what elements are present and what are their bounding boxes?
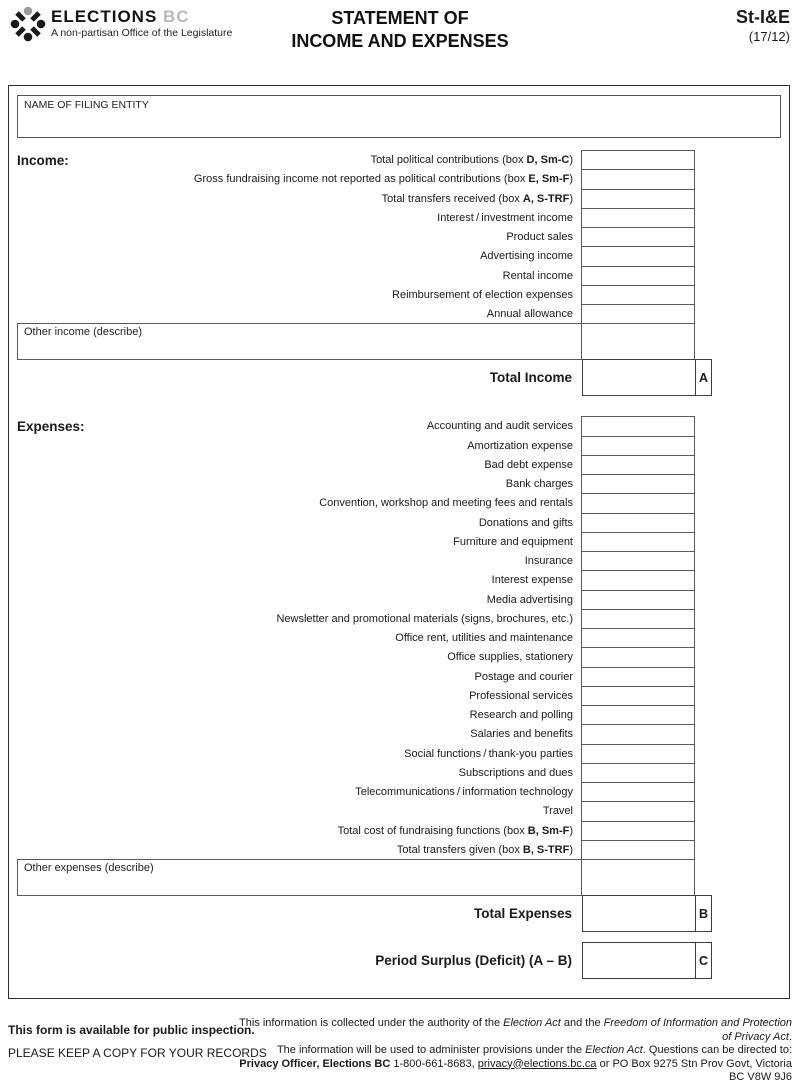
expense-row-label: Bank charges: [505, 478, 573, 491]
other-expenses-row: [17, 859, 695, 896]
expense-amount-box[interactable]: [581, 647, 695, 667]
title-line-1: STATEMENT OF: [331, 8, 469, 28]
elections-bc-logo-icon: [8, 4, 48, 44]
total-income-letter-box: A: [695, 359, 712, 396]
expense-amount-box[interactable]: [581, 628, 695, 648]
privacy-notice-line: Privacy Officer, Elections BC 1-800-661-8683, privacy@elections.bc.ca or PO Box 9275 Stn Prov Govt, Victoria BC V8W 9J6: [239, 1057, 792, 1083]
expense-row: [9, 455, 695, 475]
expense-amount-box[interactable]: [581, 455, 695, 475]
privacy-email-link[interactable]: privacy@elections.bc.ca: [477, 1057, 597, 1070]
expense-row-label: Office supplies, stationery: [447, 651, 573, 664]
expense-row-label: Professional services: [469, 689, 573, 702]
expense-amount-box[interactable]: [581, 724, 695, 744]
total-expenses-box[interactable]: [582, 895, 696, 932]
expense-amount-box[interactable]: [581, 667, 695, 687]
other-expenses-describe-box[interactable]: [17, 859, 582, 896]
period-surplus-row: [9, 942, 712, 979]
keep-copy-note: PLEASE KEEP A COPY FOR YOUR RECORDS: [8, 1046, 267, 1060]
expense-amount-box[interactable]: [581, 744, 695, 764]
income-row-label: Total political contributions (box D, Sm-C): [370, 154, 573, 167]
expense-row: [9, 667, 695, 687]
other-expenses-amount-box[interactable]: [581, 859, 695, 896]
expense-row-label: Total cost of fundraising functions (box B, Sm-F): [337, 824, 573, 837]
name-of-filing-entity-field[interactable]: [17, 95, 781, 138]
brand-word: ELECTIONS: [51, 7, 158, 26]
expense-row: [9, 821, 695, 841]
income-row-label: Advertising income: [480, 250, 573, 263]
total-expenses-row: [9, 895, 712, 932]
expense-row: [9, 609, 695, 629]
expense-row-label: Accounting and audit services: [426, 420, 573, 433]
expense-row-label: Convention, workshop and meeting fees and rentals: [319, 497, 573, 510]
income-row: [9, 150, 695, 170]
total-expenses-letter-box: B: [695, 895, 712, 932]
expense-amount-box[interactable]: [581, 474, 695, 494]
income-row: [9, 266, 695, 286]
page-footer: [8, 1014, 792, 1085]
income-row-label: Gross fundraising income not reported as political contributions (box E, Sm-F): [193, 173, 573, 186]
expense-row: [9, 493, 695, 513]
expense-row: [9, 724, 695, 744]
expense-row: [9, 628, 695, 648]
income-amount-box[interactable]: [581, 208, 695, 228]
page-title: [200, 7, 600, 53]
expense-row-label: Subscriptions and dues: [458, 766, 573, 779]
privacy-notice-line: The information will be used to administer provisions under the Election Act. Questions can be directed to:: [276, 1044, 792, 1056]
expense-row-label: Interest expense: [491, 574, 573, 587]
expense-rows: [9, 416, 789, 860]
expenses-heading: Expenses:: [17, 419, 85, 435]
brand-tagline: A non-partisan Office of the Legislature: [51, 27, 233, 39]
other-income-row: [17, 323, 695, 360]
privacy-notice: [238, 1014, 792, 1085]
other-expenses-label: Other expenses (describe): [24, 862, 154, 874]
income-row-label: Reimbursement of election expenses: [392, 288, 573, 301]
expense-row: [9, 744, 695, 764]
income-amount-box[interactable]: [581, 285, 695, 305]
total-expenses-label: Total Expenses: [473, 906, 572, 921]
footer-left: [8, 1014, 267, 1060]
income-row: [9, 189, 695, 209]
form-body: [8, 85, 790, 999]
expense-row-label: Office rent, utilities and maintenance: [395, 632, 573, 645]
income-row: [9, 246, 695, 266]
income-row: [9, 169, 695, 189]
expense-amount-box[interactable]: [581, 763, 695, 783]
expense-row: [9, 840, 695, 860]
other-income-amount-box[interactable]: [581, 323, 695, 360]
expense-row: [9, 686, 695, 706]
total-income-row: [9, 359, 712, 396]
expense-row: [9, 590, 695, 610]
brand-suffix: BC: [163, 7, 190, 26]
expense-row-label: Furniture and equipment: [453, 535, 573, 548]
expense-amount-box[interactable]: [581, 840, 695, 860]
form-code: St-I&E: [736, 7, 790, 27]
name-field-label: NAME OF FILING ENTITY: [24, 99, 149, 111]
expense-amount-box[interactable]: [581, 821, 695, 841]
total-income-box[interactable]: [582, 359, 696, 396]
expense-row: [9, 705, 695, 725]
expense-amount-box[interactable]: [581, 532, 695, 552]
title-line-2: INCOME AND EXPENSES: [291, 31, 509, 51]
expense-amount-box[interactable]: [581, 782, 695, 802]
expense-row-label: Total transfers given (box B, S-TRF): [396, 843, 573, 856]
expense-row-label: Salaries and benefits: [470, 728, 573, 741]
total-income-label: Total Income: [489, 370, 572, 386]
expense-amount-box[interactable]: [581, 436, 695, 456]
expense-row: [9, 763, 695, 783]
income-amount-box[interactable]: [581, 304, 695, 324]
income-rows: [9, 150, 789, 324]
expense-amount-box[interactable]: [581, 493, 695, 513]
expense-amount-box[interactable]: [581, 609, 695, 629]
income-row-label: Rental income: [502, 269, 573, 282]
income-row: [9, 285, 695, 305]
expense-row-label: Donations and gifts: [478, 516, 573, 529]
other-income-describe-box[interactable]: [17, 323, 582, 360]
other-income-label: Other income (describe): [24, 326, 142, 339]
income-row-label: Interest / investment income: [437, 211, 573, 224]
period-surplus-letter-box: C: [695, 942, 712, 979]
expense-amount-box[interactable]: [581, 705, 695, 725]
expense-row: [9, 801, 695, 821]
income-row-label: Annual allowance: [486, 308, 573, 321]
form-version: (17/12): [748, 29, 790, 44]
income-row: [9, 208, 695, 228]
form-header: [0, 0, 800, 85]
expense-row: [9, 782, 695, 802]
expense-row-label: Media advertising: [486, 593, 573, 606]
privacy-notice-line: This information is collected under the authority of the Election Act and the Freedom of Information and Protection of Privacy Act.: [239, 1017, 792, 1043]
expense-row: [9, 513, 695, 533]
period-surplus-label: Period Surplus (Deficit) (A – B): [375, 953, 572, 968]
expense-row-label: Postage and courier: [474, 670, 573, 683]
expense-row-label: Telecommunications / information technology: [355, 786, 573, 799]
expense-row: [9, 551, 695, 571]
income-row: [9, 304, 695, 324]
income-row: [9, 227, 695, 247]
income-heading: Income:: [17, 153, 69, 168]
income-row-label: Product sales: [506, 231, 573, 244]
expense-row-label: Social functions / thank-you parties: [404, 747, 573, 760]
elections-bc-logo: [8, 4, 232, 44]
expense-amount-box[interactable]: [581, 801, 695, 821]
expense-row: [9, 647, 695, 667]
income-amount-box[interactable]: [581, 227, 695, 247]
period-surplus-box[interactable]: [582, 942, 696, 979]
expense-row: [9, 416, 695, 436]
income-amount-box[interactable]: [581, 246, 695, 266]
income-amount-box[interactable]: [581, 189, 695, 209]
expense-row: [9, 532, 695, 552]
expense-amount-box[interactable]: [581, 686, 695, 706]
expense-amount-box[interactable]: [581, 513, 695, 533]
expense-row-label: Insurance: [524, 555, 573, 568]
expense-amount-box[interactable]: [581, 590, 695, 610]
expense-row: [9, 474, 695, 494]
expenses-section: [9, 416, 789, 932]
income-amount-box[interactable]: [581, 266, 695, 286]
expense-row-label: Newsletter and promotional materials (signs, brochures, etc.): [276, 612, 573, 625]
income-row-label: Total transfers received (box A, S-TRF): [381, 192, 573, 205]
expense-row-label: Research and polling: [469, 709, 573, 722]
expense-row-label: Amortization expense: [467, 439, 573, 452]
expense-amount-box[interactable]: [581, 416, 695, 436]
expense-row: [9, 436, 695, 456]
public-inspection-note: This form is available for public inspection.: [8, 1023, 255, 1037]
income-section: [9, 150, 789, 396]
expense-row-label: Bad debt expense: [484, 458, 573, 471]
income-amount-box[interactable]: [581, 150, 695, 170]
expense-row-label: Travel: [542, 805, 573, 818]
expense-row: [9, 570, 695, 590]
form-code-block: [736, 7, 790, 44]
expense-amount-box[interactable]: [581, 570, 695, 590]
income-amount-box[interactable]: [581, 169, 695, 189]
expense-amount-box[interactable]: [581, 551, 695, 571]
